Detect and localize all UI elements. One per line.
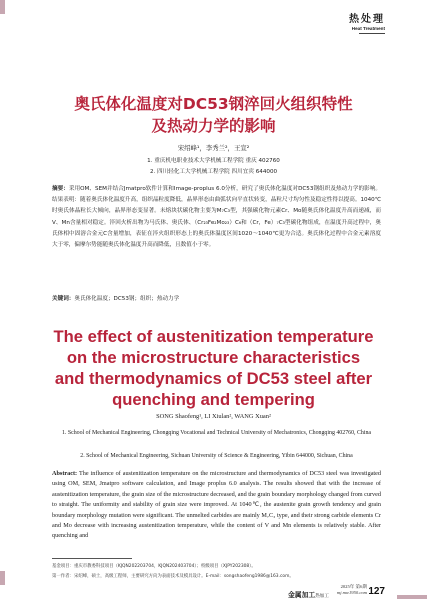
journal-website: mj.mw1950.com — [336, 590, 367, 595]
chinese-title — [0, 93, 427, 137]
chinese-authors: 宋绍峰¹，李秀兰²，王宣² — [177, 144, 250, 152]
english-abstract — [52, 469, 381, 542]
chinese-title-line: 及热动力学的影响 — [151, 117, 276, 135]
chinese-affiliation: 1. 重庆机电职业技术大学机械工程学院 重庆 402760 — [147, 158, 280, 164]
top-accent-bar — [0, 0, 5, 14]
chinese-keywords-label: 关键词： — [52, 296, 75, 302]
section-rule — [359, 33, 385, 34]
english-affiliation: 1. School of Mechanical Engineering, Chongqing Vocational and Technical University of Mechatronics, Chongqing 402760, China — [61, 430, 372, 436]
footnote-rule — [52, 558, 132, 559]
chinese-abstract-text: 采用OM、SEM并结合Jmatpro软件计算和Image-proplus 6.0分析，研究了奥氏体化温度对DC53钢组织及热动力学的影响。结果表明：随着奥氏体化温度升高，组织晶粒度降低，晶界形态由曲弧状向平直状转变，晶粒尺寸均匀性及稳定性得以提高。1040℃时奥氏体晶粒长大倾向，晶界形态变显著。未熔块状碳化物主要为M₇C₃型，其强碳化物元素Cr、Mo随奥氏体化温度升高而递减，而V、Mn含量相对稳定。淬回火析出物为马氏体、奥氏体、（Cr₂₃Fe₂Mo₂₃）C₆和（Cr，Fe）₇C₃型碳化物组成，在温度升高过程中，奥氏体相中固溶合金元C含量增加，表征在淬火组织形态上的奥氏体温度区间1020～1040℃更为合适。奥氏体化过程中合金元素溶度大于零，偏摩尔势能随奥氏体化温度升高而降低，且数值小于零。 — [52, 186, 381, 249]
chinese-keywords-text: 奥氏体化温度；DC53钢；组织；热动力学 — [74, 296, 180, 302]
journal-brand-name: 金属加工 — [288, 591, 316, 599]
bottom-accent-bar — [0, 571, 5, 585]
issue-label: 2025年 第6期 — [340, 584, 367, 589]
author-footnote: 第一作者：宋绍峰，硕士，高级工程师，主要研究方向为表面技术及模具设计。E-mail：songshaofeng1986@163.com。 — [52, 574, 294, 579]
english-title-line: and thermodynamics of DC53 steel after — [54, 369, 373, 388]
footer-accent-bar — [397, 595, 427, 599]
chinese-keywords — [52, 294, 381, 302]
english-title-line: on the microstructure characteristics — [66, 348, 361, 367]
english-abstract-text: The influence of austenitization temperature on the microstructure and thermodynamics of DC53 steel was investigated using OM, SEM, Jmatpro software calculation, and Image proplus 6.0 analysis. The results showed that with the increase of austenitization temperature, the grain size of the microstructure decreased, and the grain boundary morphology changed from curved to straight. The uniformity and stability of grain size were improved. At 1040℃, the austenite grain growth tendency and grain boundary morphology mutation were significant. The unmelted carbides are mainly M₇C₃ type, and their strong carbide elements Cr and Mo decrease with increasing austenitization temperature, while the content of V and Mn elements is relatively stable. After quenching and — [52, 470, 381, 540]
section-label-en: Heat Treatment — [351, 26, 385, 31]
journal-brand — [288, 589, 329, 599]
chinese-title-line: 奥氏体化温度对DC53钢淬回火组织特性 — [74, 95, 353, 113]
english-title — [0, 326, 427, 410]
page-number: 127 — [368, 586, 385, 597]
english-authors: SONG Shaofeng¹, LI Xiulan², WANG Xuan² — [156, 413, 271, 420]
chinese-affiliation: 2. 四川轻化工大学机械工程学院 四川宜宾 644000 — [149, 169, 278, 175]
journal-brand-sub: 热加工 — [315, 594, 329, 599]
english-abstract-label: Abstract: — [52, 470, 78, 477]
english-affiliation: 2. School of Mechanical Engineering, Sichuan University of Science & Engineering, Yibin 644000, Sichuan, China — [80, 453, 353, 459]
english-title-line: The effect of austenitization temperature — [53, 327, 374, 346]
section-tag — [349, 10, 385, 31]
chinese-abstract-label: 摘要： — [52, 186, 69, 192]
english-title-line: quenching and tempering — [112, 390, 315, 409]
section-label-cn: 热处理 — [349, 14, 385, 25]
chinese-abstract — [52, 184, 381, 251]
issue-info — [337, 584, 367, 596]
funding-footnote: 基金项目：重庆市教委科技项目（KJQN202203704，KJQN202403704）；校级项目（XJPY202308）。 — [52, 564, 256, 569]
